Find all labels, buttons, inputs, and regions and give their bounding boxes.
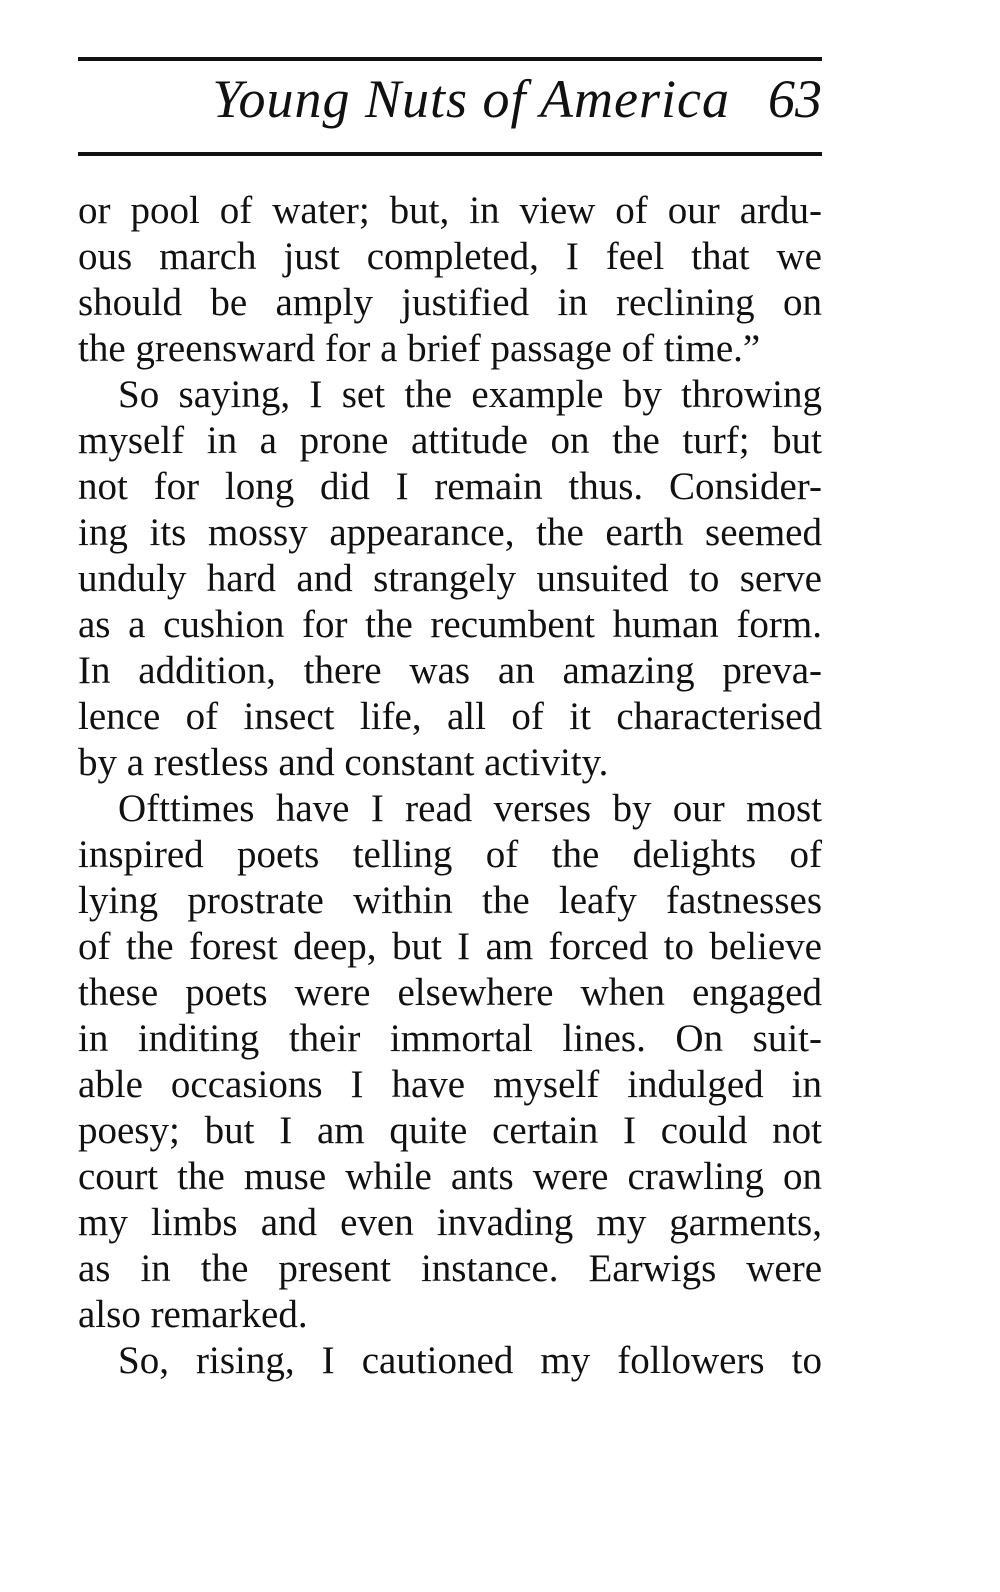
text-line: lying prostrate within the leafy fastnesses: [78, 879, 822, 922]
header-top-rule: [78, 57, 822, 61]
page-number: 63: [768, 69, 822, 129]
text-line: court the muse while ants were crawling on: [78, 1155, 822, 1198]
body-text: [78, 188, 822, 1384]
text-line: In addition, there was an amazing preva-: [78, 649, 822, 692]
text-line: these poets were elsewhere when engaged: [78, 971, 822, 1014]
text-line: my limbs and even invading my garments,: [78, 1201, 822, 1244]
text-line: myself in a prone attitude on the turf; but: [78, 419, 822, 462]
text-line: in inditing their immortal lines. On suit-: [78, 1017, 822, 1060]
text-line: the greensward for a brief passage of time.”: [78, 327, 761, 370]
text-line: not for long did I remain thus. Consider-: [78, 465, 822, 508]
text-line: So saying, I set the example by throwing: [118, 373, 822, 416]
text-line: able occasions I have myself indulged in: [78, 1063, 822, 1106]
text-line: or pool of water; but, in view of our ardu-: [78, 189, 822, 232]
text-line: should be amply justified in reclining on: [78, 281, 822, 324]
text-line: as a cushion for the recumbent human form.: [78, 603, 822, 646]
header-bottom-rule: [78, 152, 822, 156]
text-line: also remarked.: [78, 1293, 308, 1336]
text-line: ous march just completed, I feel that we: [78, 235, 822, 278]
running-head: [78, 66, 822, 146]
text-line: as in the present instance. Earwigs were: [78, 1247, 822, 1290]
text-line: by a restless and constant activity.: [78, 741, 609, 784]
text-line: Ofttimes have I read verses by our most: [118, 787, 822, 830]
text-line: ing its mossy appearance, the earth seemed: [78, 511, 822, 554]
text-line: unduly hard and strangely unsuited to serve: [78, 557, 822, 600]
text-line: of the forest deep, but I am forced to believe: [78, 925, 822, 968]
text-line: inspired poets telling of the delights of: [78, 833, 822, 876]
text-line: poesy; but I am quite certain I could not: [78, 1109, 822, 1152]
text-line: lence of insect life, all of it characterised: [78, 695, 822, 738]
running-title: Young Nuts of America: [212, 69, 730, 129]
text-line: So, rising, I cautioned my followers to: [118, 1339, 822, 1382]
